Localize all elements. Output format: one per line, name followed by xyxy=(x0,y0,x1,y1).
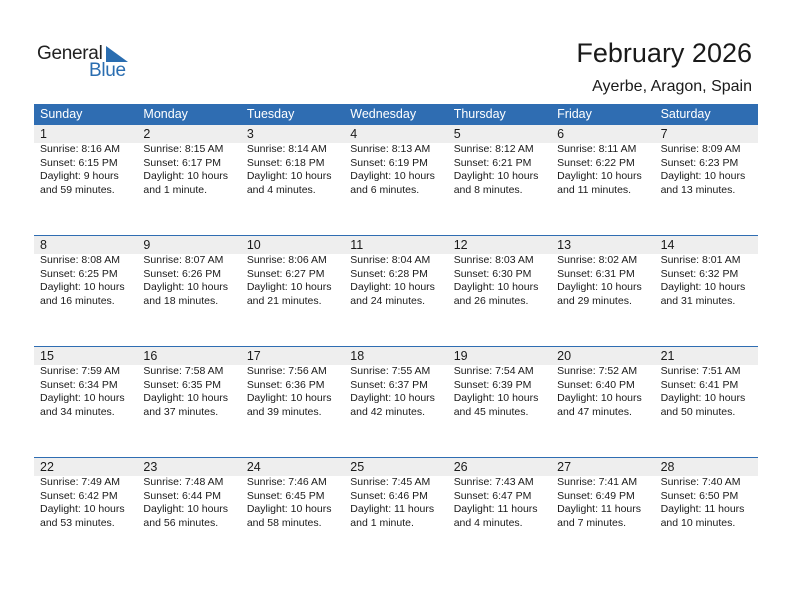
day-number: 17 xyxy=(246,349,261,363)
sunrise-text: Sunrise: 7:55 AM xyxy=(350,365,431,377)
sunrise-text: Sunrise: 7:45 AM xyxy=(350,476,431,488)
week-row xyxy=(34,125,758,214)
daylight-text: Daylight: 10 hours xyxy=(557,392,642,404)
daylight-minutes-text: and 4 minutes. xyxy=(246,183,316,196)
day-number: 5 xyxy=(453,127,461,141)
day-number: 13 xyxy=(557,238,572,252)
day-cell xyxy=(344,458,447,547)
sunrise-text: Sunrise: 8:13 AM xyxy=(350,143,431,155)
daylight-minutes-text: and 4 minutes. xyxy=(453,516,523,529)
daylight-text: Daylight: 10 hours xyxy=(453,170,539,182)
day-cell xyxy=(137,347,240,436)
day-number: 9 xyxy=(143,238,151,252)
sunset-text: Sunset: 6:17 PM xyxy=(143,156,222,169)
sunrise-text: Sunrise: 8:01 AM xyxy=(660,254,741,266)
weekday-sunday: Sunday xyxy=(40,107,83,121)
sunset-text: Sunset: 6:39 PM xyxy=(453,378,532,391)
day-cell xyxy=(655,236,758,325)
sunset-text: Sunset: 6:34 PM xyxy=(40,378,118,391)
sunrise-text: Sunrise: 7:49 AM xyxy=(40,476,120,488)
daylight-text: Daylight: 10 hours xyxy=(143,392,229,404)
daylight-text: Daylight: 11 hours xyxy=(453,503,538,515)
week-row xyxy=(34,235,758,325)
sunrise-text: Sunrise: 7:59 AM xyxy=(40,365,120,377)
day-number: 23 xyxy=(143,460,158,474)
day-number: 8 xyxy=(40,238,47,252)
daylight-text: Daylight: 11 hours xyxy=(350,503,435,515)
day-number: 7 xyxy=(660,127,668,141)
day-number: 4 xyxy=(350,127,358,141)
daylight-minutes-text: and 24 minutes. xyxy=(350,294,425,307)
sunset-text: Sunset: 6:19 PM xyxy=(350,156,428,169)
sunset-text: Sunset: 6:31 PM xyxy=(557,267,635,280)
sunrise-text: Sunrise: 8:08 AM xyxy=(40,254,120,266)
sunrise-text: Sunrise: 8:16 AM xyxy=(40,143,120,155)
sunset-text: Sunset: 6:22 PM xyxy=(557,156,635,169)
page-title: February 2026 xyxy=(576,38,752,68)
daylight-text: Daylight: 10 hours xyxy=(660,170,746,182)
daylight-text: Daylight: 10 hours xyxy=(350,170,435,182)
day-number: 10 xyxy=(246,238,261,252)
sunset-text: Sunset: 6:42 PM xyxy=(40,489,118,502)
day-number: 12 xyxy=(453,238,468,252)
sunrise-text: Sunrise: 8:15 AM xyxy=(143,143,224,155)
sunset-text: Sunset: 6:49 PM xyxy=(557,489,635,502)
sunset-text: Sunset: 6:36 PM xyxy=(246,378,325,391)
sunrise-text: Sunrise: 7:54 AM xyxy=(453,365,534,377)
daylight-minutes-text: and 16 minutes. xyxy=(40,294,115,307)
daylight-text: Daylight: 10 hours xyxy=(246,503,332,515)
day-cell xyxy=(34,236,137,325)
daylight-minutes-text: and 7 minutes. xyxy=(557,516,627,529)
sunset-text: Sunset: 6:18 PM xyxy=(246,156,325,169)
sunset-text: Sunset: 6:47 PM xyxy=(453,489,532,502)
daylight-minutes-text: and 37 minutes. xyxy=(143,405,219,418)
day-cell xyxy=(241,347,344,436)
location-subtitle: Ayerbe, Aragon, Spain xyxy=(592,78,752,95)
daylight-text: Daylight: 10 hours xyxy=(246,392,332,404)
day-number: 16 xyxy=(143,349,158,363)
day-number: 1 xyxy=(40,127,47,141)
daylight-text: Daylight: 10 hours xyxy=(557,281,642,293)
sunset-text: Sunset: 6:32 PM xyxy=(660,267,739,280)
daylight-text: Daylight: 10 hours xyxy=(40,392,125,404)
daylight-minutes-text: and 58 minutes. xyxy=(246,516,322,529)
day-cell xyxy=(34,347,137,436)
day-number: 6 xyxy=(557,127,565,141)
weekday-thursday: Thursday xyxy=(453,107,506,121)
sunset-text: Sunset: 6:40 PM xyxy=(557,378,635,391)
daylight-minutes-text: and 53 minutes. xyxy=(40,516,115,529)
sunrise-text: Sunrise: 7:40 AM xyxy=(660,476,741,488)
day-cell xyxy=(551,236,654,325)
day-number: 27 xyxy=(557,460,572,474)
daylight-minutes-text: and 47 minutes. xyxy=(557,405,632,418)
sunrise-text: Sunrise: 7:48 AM xyxy=(143,476,224,488)
week-row xyxy=(34,457,758,547)
daylight-minutes-text: and 45 minutes. xyxy=(453,405,529,418)
daylight-minutes-text: and 29 minutes. xyxy=(557,294,632,307)
daylight-minutes-text: and 18 minutes. xyxy=(143,294,219,307)
day-cell xyxy=(137,236,240,325)
daylight-text: Daylight: 11 hours xyxy=(557,503,641,515)
day-number: 15 xyxy=(40,349,54,363)
day-cell xyxy=(344,347,447,436)
sunrise-text: Sunrise: 7:51 AM xyxy=(660,365,741,377)
daylight-text: Daylight: 10 hours xyxy=(143,281,229,293)
daylight-minutes-text: and 6 minutes. xyxy=(350,183,420,196)
day-number: 24 xyxy=(246,460,261,474)
sunrise-text: Sunrise: 7:52 AM xyxy=(557,365,638,377)
sunrise-text: Sunrise: 8:14 AM xyxy=(246,143,327,155)
sunrise-text: Sunrise: 7:43 AM xyxy=(453,476,534,488)
day-cell xyxy=(241,458,344,547)
weekday-saturday: Saturday xyxy=(660,107,711,121)
daylight-minutes-text: and 8 minutes. xyxy=(453,183,523,196)
daylight-text: Daylight: 10 hours xyxy=(143,170,229,182)
sunrise-text: Sunrise: 8:04 AM xyxy=(350,254,431,266)
sunset-text: Sunset: 6:30 PM xyxy=(453,267,532,280)
logo xyxy=(37,43,137,83)
day-number: 26 xyxy=(453,460,468,474)
day-number: 18 xyxy=(350,349,365,363)
day-number: 25 xyxy=(350,460,365,474)
day-number: 19 xyxy=(453,349,468,363)
sunset-text: Sunset: 6:26 PM xyxy=(143,267,222,280)
sunset-text: Sunset: 6:21 PM xyxy=(453,156,532,169)
daylight-minutes-text: and 1 minute. xyxy=(350,516,414,529)
day-cell xyxy=(448,125,551,214)
daylight-text: Daylight: 10 hours xyxy=(40,503,125,515)
sunrise-text: Sunrise: 8:03 AM xyxy=(453,254,534,266)
day-number: 11 xyxy=(350,238,364,252)
day-cell xyxy=(137,125,240,214)
week-row xyxy=(34,346,758,436)
daylight-minutes-text: and 1 minute. xyxy=(143,183,208,196)
day-number: 3 xyxy=(246,127,254,141)
sunset-text: Sunset: 6:23 PM xyxy=(660,156,739,169)
daylight-text: Daylight: 10 hours xyxy=(40,281,125,293)
daylight-minutes-text: and 21 minutes. xyxy=(246,294,322,307)
daylight-text: Daylight: 10 hours xyxy=(557,170,642,182)
day-cell xyxy=(241,236,344,325)
day-cell xyxy=(448,347,551,436)
daylight-text: Daylight: 10 hours xyxy=(143,503,229,515)
day-cell xyxy=(655,125,758,214)
daylight-minutes-text: and 34 minutes. xyxy=(40,405,115,418)
daylight-text: Daylight: 10 hours xyxy=(350,392,435,404)
day-cell xyxy=(551,347,654,436)
daylight-minutes-text: and 56 minutes. xyxy=(143,516,219,529)
daylight-text: Daylight: 10 hours xyxy=(660,392,746,404)
sunrise-text: Sunrise: 7:41 AM xyxy=(557,476,638,488)
sunset-text: Sunset: 6:37 PM xyxy=(350,378,428,391)
day-cell xyxy=(34,125,137,214)
daylight-minutes-text: and 31 minutes. xyxy=(660,294,736,307)
sunrise-text: Sunrise: 8:02 AM xyxy=(557,254,638,266)
weekday-friday: Friday xyxy=(557,107,592,121)
day-number: 20 xyxy=(557,349,572,363)
sunset-text: Sunset: 6:25 PM xyxy=(40,267,118,280)
sunset-text: Sunset: 6:50 PM xyxy=(660,489,739,502)
day-cell xyxy=(448,458,551,547)
daylight-minutes-text: and 11 minutes. xyxy=(557,183,632,196)
day-cell xyxy=(655,347,758,436)
sunrise-text: Sunrise: 8:11 AM xyxy=(557,143,637,155)
day-number: 21 xyxy=(660,349,675,363)
day-cell xyxy=(241,125,344,214)
sunrise-text: Sunrise: 7:46 AM xyxy=(246,476,327,488)
weekday-header xyxy=(34,104,758,125)
logo-text-blue: Blue xyxy=(89,60,126,81)
daylight-minutes-text: and 26 minutes. xyxy=(453,294,529,307)
daylight-text: Daylight: 11 hours xyxy=(660,503,745,515)
calendar-grid xyxy=(34,104,758,547)
sunset-text: Sunset: 6:28 PM xyxy=(350,267,428,280)
sunrise-text: Sunrise: 8:06 AM xyxy=(246,254,327,266)
daylight-text: Daylight: 10 hours xyxy=(453,392,539,404)
day-cell xyxy=(137,458,240,547)
day-cell xyxy=(344,236,447,325)
day-cell xyxy=(448,236,551,325)
daylight-minutes-text: and 13 minutes. xyxy=(660,183,736,196)
sunset-text: Sunset: 6:35 PM xyxy=(143,378,222,391)
daylight-minutes-text: and 50 minutes. xyxy=(660,405,736,418)
daylight-minutes-text: and 39 minutes. xyxy=(246,405,322,418)
daylight-text: Daylight: 10 hours xyxy=(246,170,332,182)
daylight-minutes-text: and 59 minutes. xyxy=(40,183,115,196)
daylight-text: Daylight: 10 hours xyxy=(246,281,332,293)
weekday-monday: Monday xyxy=(143,107,188,121)
day-cell xyxy=(551,458,654,547)
day-number: 28 xyxy=(660,460,675,474)
sunset-text: Sunset: 6:45 PM xyxy=(246,489,325,502)
sunrise-text: Sunrise: 7:58 AM xyxy=(143,365,224,377)
sunset-text: Sunset: 6:44 PM xyxy=(143,489,222,502)
sunset-text: Sunset: 6:46 PM xyxy=(350,489,428,502)
daylight-text: Daylight: 10 hours xyxy=(350,281,435,293)
sunrise-text: Sunrise: 7:56 AM xyxy=(246,365,327,377)
day-cell xyxy=(551,125,654,214)
day-number: 2 xyxy=(143,127,151,141)
day-cell xyxy=(344,125,447,214)
day-number: 22 xyxy=(40,460,54,474)
sunrise-text: Sunrise: 8:09 AM xyxy=(660,143,741,155)
sunset-text: Sunset: 6:27 PM xyxy=(246,267,325,280)
daylight-minutes-text: and 42 minutes. xyxy=(350,405,425,418)
sunset-text: Sunset: 6:41 PM xyxy=(660,378,739,391)
day-cell xyxy=(655,458,758,547)
day-cell xyxy=(34,458,137,547)
weekday-tuesday: Tuesday xyxy=(246,107,295,121)
sunset-text: Sunset: 6:15 PM xyxy=(40,156,118,169)
sunrise-text: Sunrise: 8:07 AM xyxy=(143,254,224,266)
sunrise-text: Sunrise: 8:12 AM xyxy=(453,143,534,155)
logo-text-general: General xyxy=(37,43,103,64)
weekday-wednesday: Wednesday xyxy=(350,107,417,121)
daylight-text: Daylight: 10 hours xyxy=(660,281,746,293)
day-number: 14 xyxy=(660,238,675,252)
daylight-text: Daylight: 10 hours xyxy=(453,281,539,293)
daylight-minutes-text: and 10 minutes. xyxy=(660,516,736,529)
daylight-text: Daylight: 9 hours xyxy=(40,170,119,182)
